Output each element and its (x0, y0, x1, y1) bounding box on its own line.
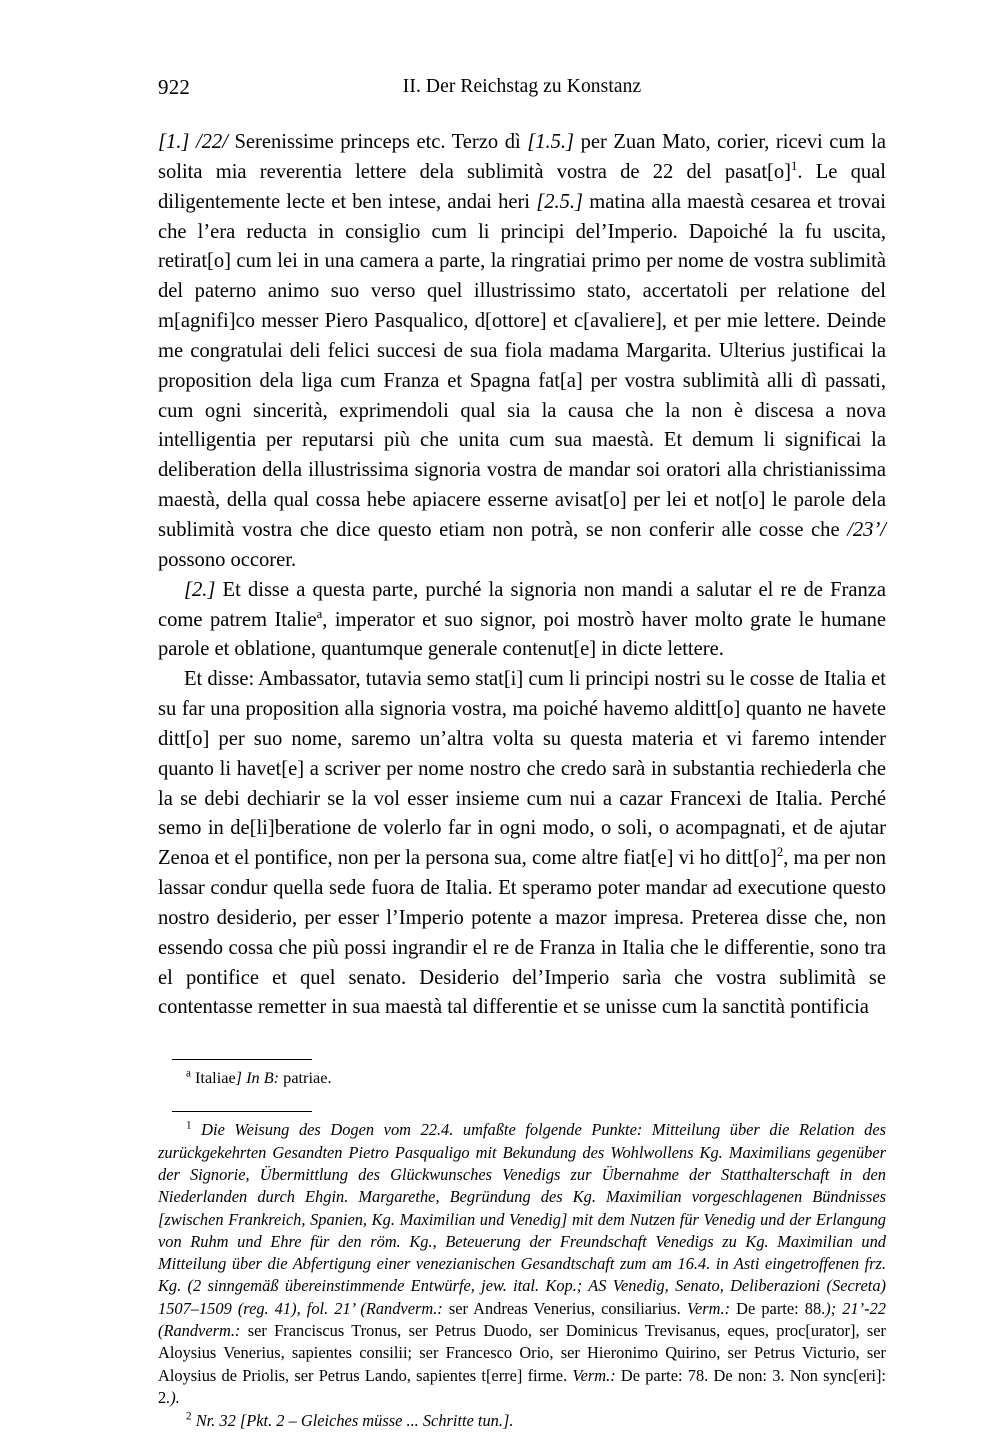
date-marker-2-5: [2.5.] (536, 190, 584, 213)
running-head (158, 72, 886, 106)
page-number: 922 (158, 75, 191, 99)
apparatus-source: In B: (246, 1068, 280, 1088)
apparatus-reading: patriae. (283, 1068, 332, 1088)
apparatus-rule (172, 1059, 312, 1060)
paragraph-1: [1.] /22/ Serenissime princeps etc. Terzo dì [1.5.] per Zuan Mato, corier, ricevi cum la solita mia reverentia lettere dela sublimità vostra de 22 del $pasat[o]^1$. Le qual diligentemente lecte et ben intese, andai heri [2.5.] matina alla maestà cesarea et trovai che l’era reducta in consiglio cum li principi del’Imperio. Dapoiché la fu uscita, retirat[o] cum lei in una camera a parte, la ringratiai primo per nome de vostra sublimità del paterno animo suo verso quel illustrissimo stato, accertatoli per relatione del m[agnifi]co messer Piero Pasqualico, d[ottore] et c[avaliere], et per mie lettere. Deinde me congratulai deli felici succesi de sua fiola madama Margarita. Ulterius justificai la proposition dela liga cum Franza et Spagna fat[a] per vostra sublimità alli dì passati, cum ogni sincerità, exprimendoli qual sia la causa che la non è discesa a nova intelligentia per reputarsi più che unita cum sua maestà. Et demum li significai la deliberation della illustrissima signoria vostra de mandar soi oratori alla christianissima maestà, della qual cossa hebe apiacere esserne avisat[o] per lei et not[o] le parole dela sublimità vostra che dice questo etiam non potrà, se non conferir alle cosse che /23’/ possono occorer. (158, 131, 886, 571)
footnote-rule (172, 1111, 312, 1112)
footnote-1-verm-2: Verm.: (572, 1365, 616, 1385)
page-content (158, 72, 886, 1432)
footnote-marker-1: 1 (186, 1119, 192, 1132)
footnotes-block (158, 1111, 886, 1432)
footnote-1-paren-1: ); 21’-22 (Randverm.: (158, 1298, 886, 1340)
section-marker-1: [1.] (158, 131, 190, 153)
footnote-1: $^1$ Die Weisung des Dogen vom 22.4. umfaßte folgende Punkte: Mitteilung über die Relation des zurückgekehrten Gesandten Pietro Pasqualigo mit Bekundung des Wohlwollens Kg. Maximilians gegenüber der Signorie, Übermittlung des Glückwunsches Venedigs zur Übernahme der Statthalterschaft in den Niederlanden durch Ehgin. Margarethe, Begründung des Kg. Maximilian vorgeschlagenen Bündnisses [zwischen Frankreich, Spanien, Kg. Maximilian und Venedig] mit dem Nutzen für Venedig und der Erlangung von Ruhm und Ehre für den röm. Kg., Beteuerung der Freundschaft Venedigs zu Kg. Maximilian und Mitteilung über die Abfertigung einer venezianischen Gesandtschaft zum am 16.4. in Asti eingetroffenen frz. Kg. (2 sinngemäß übereinstimmende Entwürfe, jew. ital. Kop.; AS Venedig, Senato, Deliberazioni (Secreta) 1507–1509 (reg. 41), fol. 21’ (Randverm.: ser Andreas Venerius, consiliarius. Verm.: De parte: 88.); 21’-22 (Randverm.: ser Franciscus Tronus, ser Petrus Duodo, ser Dominicus Trevisanus, eques, proc[urator], ser Aloysius Venerius, sapientes consilii; ser Francesco Orio, ser Hieronimo Quirino, ser Petrus Victurio, ser Aloysius de Priolis, ser Petrus Lando, sapientes t[erre] firme. Verm.: De parte: 78. De non: 3. Non sync[eri]: 2.). (158, 1119, 886, 1407)
paragraph-3: Et disse: Ambassator, tutavia semo stat[i] cum li principi nostri su le cosse de Italia et su far una proposition alla signoria vostra, ma poiché havemo alditt[o] quanto ne havete ditt[o] per suo nome, saremo un’altra volta su questa materia et vi faremo intender quanto li havet[e] a scriver per nome nostro che credo sarà in substantia rechiederla che la se debi dechiarir se la vol esser insieme cum nui a cazar Francexi de Italia. Perché semo in de[li]beratione de volerlo far in ogni modo, o soli, o acompagnati, et de ajutar Zenoa et el pontifice, non per la persona sua, come altre fiat[e] vi ho $ditt[o]^2$, ma per non lassar condur quella sede fuora de Italia. Et speramo poter mandar ad executione questo nostro desiderio, per esser l’Imperio potente a mazor impresa. Preterea disse che, non essendo cossa che più possi ingrandir el re de Franza in Italia che le differentie, sono tra el pontifice et quel senato. Desiderio del’Imperio sarìa che vostra sublimità se contentasse remetter in sua maestà tal differentie et se unisse cum la sanctità pontificia (158, 668, 886, 1019)
footnote-1-verm-1: Verm.: (686, 1298, 731, 1318)
running-head-title: II. Der Reichstag zu Konstanz (402, 76, 642, 97)
folio-marker-22: /22/ (195, 131, 228, 153)
apparatus-lemma: Italiae (195, 1068, 236, 1088)
footnote-2-text: Nr. 32 [Pkt. 2 – Gleiches müsse ... Schritte tun.]. (195, 1411, 514, 1431)
apparatus-separator: ] (235, 1068, 243, 1088)
footnote-2 (158, 1410, 886, 1432)
footnote-1-paren-2: .). (166, 1387, 180, 1407)
footnote-marker-2: 2 (186, 1410, 192, 1423)
section-marker-2: [2.] (184, 578, 216, 601)
apparatus-ref-a[interactable]: a (316, 606, 323, 621)
date-marker-1-5: [1.5.] (527, 131, 575, 153)
body-text (158, 128, 886, 1023)
apparatus-note-a (158, 1067, 886, 1089)
apparatus-block (158, 1059, 886, 1089)
paragraph-2: [2.] Et disse a questa parte, purché la signoria non mandi a salutar el re de Franza come patrem Italie$^a$, imperator et suo signor, poi mostrò haver molto grate le humane parole et oblatione, quantumque generale contenut[e] in dicte lettere. (158, 578, 886, 661)
apparatus-marker-a: a (186, 1067, 191, 1080)
footnote-ref-1[interactable]: 1 (791, 158, 798, 173)
folio-marker-23: /23’/ (847, 518, 886, 541)
footnote-1-italic-lead: Die Weisung des Dogen vom 22.4. umfaßte folgende Punkte: Mitteilung über die Relation des zurückgekehrten Gesandten Pietro Pasqualigo mit Bekundung des Wohlwollens Kg. Maximilians gegenüber der Signorie, Übermittlung des Glückwunsches Venedigs zur Übernahme der Statthalterschaft in den Niederlanden durch Ehgin. Margarethe, Begründung des Kg. Maximilian vorgeschlagenen Bündnisses [zwischen Frankreich, Spanien, Kg. Maximilian und Venedig] mit dem Nutzen für Venedig und der Erlangung von Ruhm und Ehre für den röm. Kg., Beteuerung der Freundschaft Venedigs zu Kg. Maximilian und Mitteilung über die Abfertigung einer venezianischen Gesandtschaft zum am 16.4. in Asti eingetroffenen frz. Kg. (2 sinngemäß übereinstimmende Entwürfe, jew. ital. Kop.; AS Venedig, Senato, Deliberazioni (Secreta) 1507–1509 (reg. 41), fol. 21’ (Randverm.: (158, 1120, 886, 1318)
footnote-ref-2[interactable]: 2 (776, 845, 784, 860)
